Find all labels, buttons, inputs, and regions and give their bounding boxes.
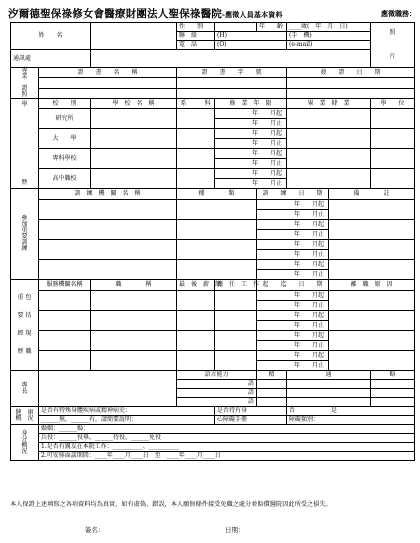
training-type-cell[interactable] <box>177 200 257 220</box>
exp-header-reason: 離 職 原 因 <box>329 280 415 291</box>
lang-col-basic: 略 <box>371 371 415 380</box>
edu-dept-cell[interactable] <box>177 109 215 129</box>
form-title <box>8 6 283 21</box>
edu-from[interactable]: 年 月起 <box>215 129 287 139</box>
marriage-field[interactable]: 婚姻：______婚： <box>39 425 415 434</box>
health-options[interactable]: ______無，______有，請簡要說明： <box>39 416 215 425</box>
declaration-text: 本人保證上述填寫之各項資料均為真實，如有虛偽、錯誤，本人願無條件接受免職之處分並賠償醫院因此所受之損失。 <box>10 501 332 508</box>
training-header-note: 備 註 <box>329 189 415 200</box>
edu-header-dept: 系 科 <box>177 99 215 109</box>
home-phone-field[interactable]: (H) <box>215 32 287 41</box>
training-org-cell[interactable] <box>39 220 177 240</box>
edu-grad-cell[interactable] <box>287 129 371 149</box>
lang-check[interactable] <box>371 398 415 407</box>
military-field[interactable]: 兵役：______役畢，______待役，______免役 <box>39 434 415 443</box>
exp-header-title: 職 稱 <box>91 280 177 291</box>
training-type-cell[interactable] <box>177 260 257 280</box>
photo-box[interactable]: 照 片 <box>371 23 415 68</box>
license-name-cell[interactable] <box>39 88 177 98</box>
edu-level-highschool: 高中職校 <box>39 169 91 189</box>
email-field[interactable]: (e-mail) <box>287 41 371 50</box>
lang-check[interactable] <box>287 380 371 389</box>
license-number-cell[interactable] <box>177 88 287 98</box>
age-field[interactable]: ____歲( 年 月 日) <box>287 23 371 32</box>
exp-from[interactable]: 年 月起 <box>257 291 329 301</box>
gender-field[interactable] <box>215 23 257 32</box>
license-number-header: 證 書 字 號 <box>177 68 287 78</box>
training-from[interactable]: 年 月起 <box>257 200 329 210</box>
exp-header-org: 服務機關名稱 <box>39 280 91 291</box>
edu-level-grad: 研究所 <box>39 109 91 129</box>
exp-to[interactable]: 年 月止 <box>257 321 329 331</box>
exp-title-cell[interactable] <box>91 311 177 331</box>
date-label[interactable]: 日期： <box>225 526 245 534</box>
training-to[interactable]: 年 月止 <box>257 210 329 220</box>
license-name-header: 證 書 名 稱 <box>39 68 177 78</box>
status-row-label: 身 分 概 況 <box>11 425 39 461</box>
exp-duty-cell[interactable] <box>215 291 257 311</box>
edu-header-school: 學 校 名 稱 <box>91 99 177 109</box>
edu-from[interactable]: 年 月起 <box>215 109 287 119</box>
exp-from[interactable]: 年 月起 <box>257 331 329 341</box>
exp-to[interactable]: 年 月止 <box>257 361 329 371</box>
training-note-cell[interactable] <box>329 240 415 260</box>
exp-header-duty: 擔 任 工 作 <box>215 280 257 291</box>
exp-reason-cell[interactable] <box>329 351 415 371</box>
training-header-type: 種 類 <box>177 189 257 200</box>
training-row-label: 參 加 重 要 訓 練 <box>11 189 39 280</box>
training-to[interactable]: 年 月止 <box>257 270 329 280</box>
exp-salary-cell[interactable] <box>177 351 215 371</box>
edu-degree-cell[interactable] <box>371 109 415 129</box>
exp-org-cell[interactable] <box>39 331 91 351</box>
edu-dept-cell[interactable] <box>177 149 215 169</box>
exp-title-cell[interactable] <box>91 331 177 351</box>
disability-handbook-label: 心障礙手冊 <box>215 416 287 425</box>
name-label: 姓 名 <box>11 23 91 50</box>
edu-degree-cell[interactable] <box>371 169 415 189</box>
lang-col-proficient: 通 <box>287 371 371 380</box>
office-phone-field[interactable]: (O) <box>215 41 287 50</box>
health-row-label: 健 康 概 況 <box>11 407 39 425</box>
edu-school-cell[interactable] <box>91 109 177 129</box>
name-field[interactable] <box>91 23 177 32</box>
exp-reason-cell[interactable] <box>329 311 415 331</box>
edu-school-cell[interactable] <box>91 149 177 169</box>
edu-degree-cell[interactable] <box>371 129 415 149</box>
lang-check[interactable] <box>287 398 371 407</box>
training-note-cell[interactable] <box>329 220 415 240</box>
edu-from[interactable]: 年 月起 <box>215 169 287 179</box>
phone-label: 電 話 <box>177 41 215 50</box>
language-row[interactable]: 語 <box>177 398 257 407</box>
exp-reason-cell[interactable] <box>329 291 415 311</box>
edu-header-years: 修 業 年 限 <box>215 99 287 109</box>
edu-from[interactable]: 年 月起 <box>215 149 287 159</box>
license-date-cell[interactable] <box>287 88 415 98</box>
exp-duty-cell[interactable] <box>215 311 257 331</box>
edu-header-graduate: 畢 業 肄 業 <box>287 99 371 109</box>
edu-grad-cell[interactable] <box>287 149 371 169</box>
edu-dept-cell[interactable] <box>177 129 215 149</box>
lang-col-fluent: 精 <box>257 371 287 380</box>
training-header-org: 訓 練 機 關 名 稱 <box>39 189 177 200</box>
exp-title-cell[interactable] <box>91 291 177 311</box>
edu-to[interactable]: 年 月止 <box>215 159 287 169</box>
edu-dept-cell[interactable] <box>177 169 215 189</box>
edu-header-degree: 學 位 <box>371 99 415 109</box>
lang-check[interactable] <box>257 380 287 389</box>
interview-period-field[interactable]: 2.可安排面談期間：____年____月____日 至 ____年____月____日 <box>39 452 415 461</box>
exp-from[interactable]: 年 月起 <box>257 351 329 361</box>
mobile-phone-field[interactable]: (手 機) <box>287 32 371 41</box>
relative-field[interactable]: 1.是否有親友在本院工作：__________、__________ <box>39 443 415 452</box>
exp-header-period: 起 迄 日 期 <box>257 280 329 291</box>
license-row-label: 專 業 證 照 <box>11 68 39 99</box>
training-type-cell[interactable] <box>177 240 257 260</box>
license-number-cell[interactable] <box>177 78 287 88</box>
exp-header-salary: 最 後 薪 額 <box>177 280 215 291</box>
disability-question: 是否持有身 <box>215 407 287 416</box>
exp-org-cell[interactable] <box>39 291 91 311</box>
exp-to[interactable]: 年 月止 <box>257 341 329 351</box>
lang-check[interactable] <box>287 389 371 398</box>
address-label: 通訊處 <box>11 50 91 68</box>
edu-header-level: 校 別 <box>39 99 91 109</box>
language-label: 語言能力 <box>177 371 257 380</box>
exp-duty-cell[interactable] <box>215 351 257 371</box>
language-row[interactable]: 語 <box>177 389 257 398</box>
experience-row-label: 重 包 要 括 經 現 歷 職 <box>11 280 39 371</box>
edu-grad-cell[interactable] <box>287 109 371 129</box>
edu-to[interactable]: 年 月止 <box>215 139 287 149</box>
skills-row-label: 專 長 <box>11 371 39 407</box>
license-name-cell[interactable] <box>39 78 177 88</box>
training-to[interactable]: 年 月止 <box>257 230 329 240</box>
application-form <box>10 22 415 461</box>
lang-check[interactable] <box>371 380 415 389</box>
training-org-cell[interactable] <box>39 260 177 280</box>
edu-school-cell[interactable] <box>91 129 177 149</box>
title-text: 汐爾德聖保祿修女會醫療財團法人聖保祿醫院 <box>8 8 222 20</box>
exp-org-cell[interactable] <box>39 311 91 331</box>
edu-degree-cell[interactable] <box>371 149 415 169</box>
position-applied-label: 應徵職務： <box>381 9 416 18</box>
license-date-cell[interactable] <box>287 78 415 88</box>
lang-check[interactable] <box>257 398 287 407</box>
training-header-date: 訓 練 日 期 <box>257 189 329 200</box>
name-field-3 <box>91 41 177 50</box>
edu-to[interactable]: 年 月止 <box>215 179 287 189</box>
exp-salary-cell[interactable] <box>177 331 215 351</box>
training-note-cell[interactable] <box>329 200 415 220</box>
edu-school-cell[interactable] <box>91 169 177 189</box>
exp-duty-cell[interactable] <box>215 331 257 351</box>
edu-level-univ: 大 學 <box>39 129 91 149</box>
health-question: 是否有特殊身體疾病或精神病史： <box>39 407 215 416</box>
exp-org-cell[interactable] <box>39 351 91 371</box>
edu-level-college: 專科學校 <box>39 149 91 169</box>
training-org-cell[interactable] <box>39 200 177 220</box>
header <box>8 6 416 22</box>
training-from[interactable]: 年 月起 <box>257 240 329 250</box>
license-date-header: 發 證 日 期 <box>287 68 415 78</box>
training-org-cell[interactable] <box>39 240 177 260</box>
language-row[interactable]: 語 <box>177 380 257 389</box>
exp-salary-cell[interactable] <box>177 311 215 331</box>
signature-label[interactable]: 簽名： <box>85 526 105 534</box>
address-field[interactable] <box>91 50 371 68</box>
exp-reason-cell[interactable] <box>329 331 415 351</box>
edu-to[interactable]: 年 月止 <box>215 119 287 129</box>
exp-to[interactable]: 年 月止 <box>257 301 329 311</box>
training-from[interactable]: 年 月起 <box>257 220 329 230</box>
lang-check[interactable] <box>371 389 415 398</box>
disability-options[interactable]: 否 是 <box>287 407 415 416</box>
education-row-label: 學 歷 <box>11 99 39 189</box>
title-subtitle: -應徵人員基本資料 <box>222 10 283 19</box>
edu-grad-cell[interactable] <box>287 169 371 189</box>
training-to[interactable]: 年 月止 <box>257 250 329 260</box>
training-note-cell[interactable] <box>329 260 415 280</box>
exp-from[interactable]: 年 月起 <box>257 311 329 321</box>
exp-title-cell[interactable] <box>91 351 177 371</box>
disability-type-field[interactable]: 障礙類別： <box>287 416 415 425</box>
name-field-2 <box>91 32 177 41</box>
age-label: 年 齡 <box>257 23 287 32</box>
contact-label: 聯 絡 <box>177 32 215 41</box>
skills-field[interactable] <box>39 371 177 407</box>
lang-check[interactable] <box>257 389 287 398</box>
training-type-cell[interactable] <box>177 220 257 240</box>
training-from[interactable]: 年 月起 <box>257 260 329 270</box>
gender-label: 性 別 <box>177 23 215 32</box>
exp-salary-cell[interactable] <box>177 291 215 311</box>
